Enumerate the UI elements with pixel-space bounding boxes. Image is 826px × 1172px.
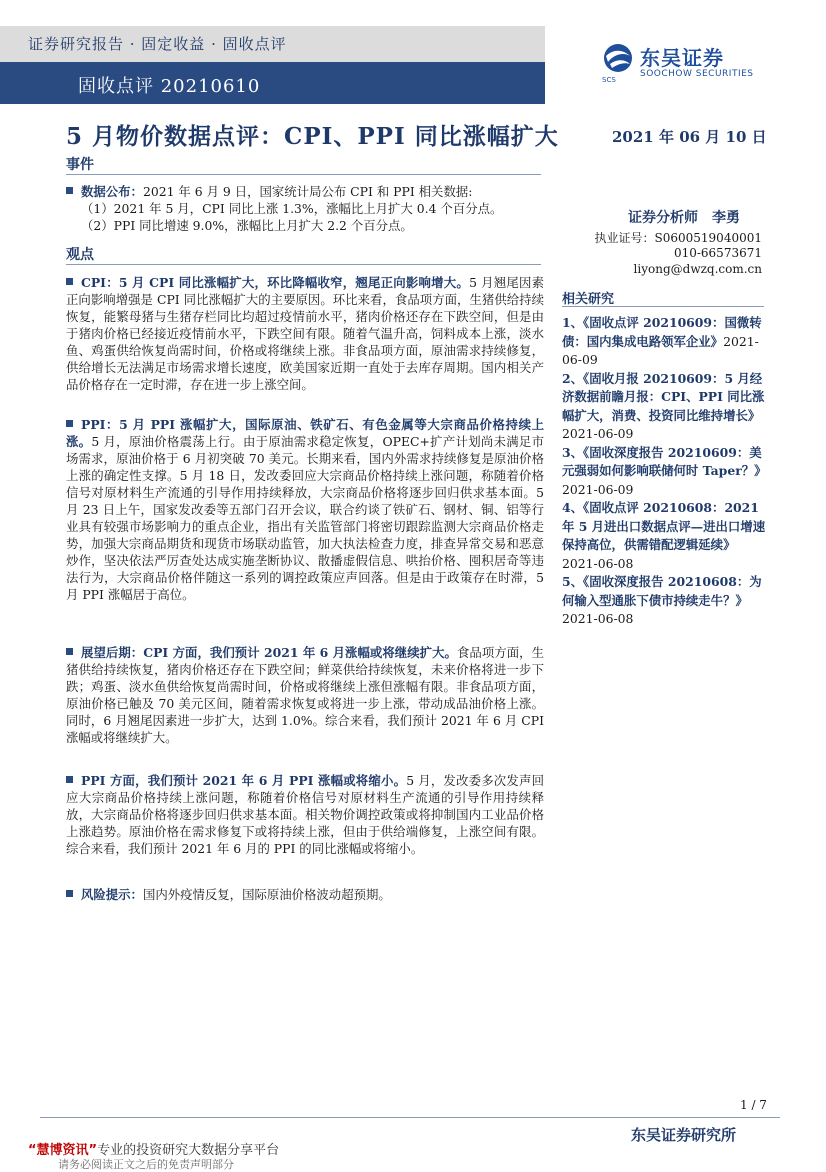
logo-mark-icon <box>600 42 636 78</box>
category-band <box>0 26 545 62</box>
related-item-date: 2021-06-09 <box>562 481 634 497</box>
event-bullet <box>66 183 544 234</box>
page-title: 5 月物价数据点评：CPI、PPI 同比涨幅扩大 <box>66 123 559 150</box>
ppi-text: 5 月，原油价格震荡上行。由于原油需求稳定恢复，OPEC+扩产计划尚未满足市场需求，原油价格于 6 月初突破 70 美元。长期来看，国内外需求持续修复是原油价格上涨的确定性支撑。5 月 18 日，发改委回应大宗商品价格持续上涨问题，称随着价格信号对原材料生产流通的引导作用持续释放，大宗商品价格将逐步回归供求基本面。5 月 23 日上午，国家发改委等五部门召开会议，联合约谈了铁矿石、钢材、铜、铝等行业具有较强市场影响力的重点企业，指出有关监管部门将密切跟踪监测大宗商品价格走势，加强大宗商品期货和现货市场联动监管，加大执法检查力度，排查异常交易和恶意炒作，坚决依法严厉查处达成实施垄断协议、散播虚假信息、哄抬价格、囤积居奇等违法行为，大宗商品价格伴随这一系列的调控政策应声回落。但是由于政策存在时滞，5 月 PPI 涨幅居于高位。 <box>66 434 545 602</box>
ppi-outlook-text: 5 月，发改委多次发声回应大宗商品价格持续上涨问题，称随着价格信号对原材料生产流通的引导作用持续释放，大宗商品价格将逐步回归供求基本面。相关物价调控政策或将抑制国内工业品价格上涨趋势。原油价格在需求修复下或将持续上涨，但由于供给端修复，上涨空间有限。综合来看，我们预计 2021 年 6 月的 PPI 的同比涨幅或将缩小。 <box>66 773 544 856</box>
event-lead: 数据公布： <box>81 184 143 199</box>
related-item[interactable] <box>562 444 766 500</box>
related-item[interactable] <box>562 314 766 370</box>
event-rule <box>66 174 541 175</box>
bullet-square-icon <box>66 187 73 194</box>
logo-sub: SCS <box>602 76 616 84</box>
report-id-band <box>0 62 545 104</box>
bullet-square-icon <box>66 648 73 655</box>
ppi-lead: PPI：5 月 PPI 涨幅扩大，国际原油、铁矿石、有色金属等大宗商品价格持续上涨。 <box>66 417 544 449</box>
event-text: 2021 年 6 月 9 日，国家统计局公布 CPI 和 PPI 相关数据: <box>142 184 473 199</box>
risk-text: 国内外疫情反复，国际原油价格波动超预期。 <box>142 887 391 902</box>
related-item-title: 4、《固收点评 20210608：2021 年 5 月进出口数据点评—进出口增速保持高位，供需错配逻辑延续》 <box>562 500 766 552</box>
bullet-square-icon <box>66 890 73 897</box>
bullet-square-icon <box>66 420 73 427</box>
related-list <box>562 314 766 629</box>
cpi-text: 5 月翘尾因素正向影响增强是 CPI 同比涨幅扩大的主要原因。环比来看，食品项方面，生猪供给持续恢复，能繁母猪与生猪存栏同比均超过疫情前水平，猪肉价格还存在下跌空间，但是由于猪肉价格已经接近疫情前水平，下跌空间有限。随着气温升高，饲料成本上涨，淡水鱼、鸡蛋供给恢复尚需时间，价格或将继续上涨。非食品项方面，原油需求持续修复，供给增长无法满足市场需求增长速度，欧美国家近期一直处于去库存周期。国内相关产品价格存在一定时滞，存在进一步上涨空间。 <box>66 275 545 392</box>
ppi-bullet <box>66 416 544 603</box>
report-id: 固收点评 20210610 <box>78 76 261 97</box>
watermark-brand: “慧博资讯” <box>28 1143 98 1158</box>
ppi-outlook-lead: PPI 方面，我们预计 2021 年 6 月 PPI 涨幅或将缩小。 <box>81 773 407 788</box>
cpi-lead: CPI：5 月 CPI 同比涨幅扩大，环比降幅收窄，翘尾正向影响增大。 <box>81 275 470 290</box>
event-line-2: （2）PPI 同比增速 9.0%，涨幅比上月扩大 2.2 个百分点。 <box>81 218 413 233</box>
bullet-square-icon <box>66 776 73 783</box>
report-date: 2021 年 06 月 10 日 <box>612 128 767 146</box>
related-item-title: 2、《固收月报 20210609：5 月经济数据前瞻月报：CPI、PPI 同比涨幅扩大，消费、投资同比维持增长》 <box>562 370 765 423</box>
related-rule <box>562 306 764 307</box>
related-item-date: 2021-06-09 <box>562 426 634 441</box>
analyst-email[interactable]: liyong@dwzq.com.cn <box>633 262 762 276</box>
outlook-text: 食品项方面，生猪供给持续恢复，猪肉价格还存在下跌空间；鲜菜供给持续恢复，未来价格将进一步下跌；鸡蛋、淡水鱼供给恢复尚需时间，价格或将继续上涨但涨幅有限。非食品项方面，原油价格已触及 70 美元区间，随着需求恢复或将进一步上涨，带动成品油价格上涨。同时，6 月翘尾因素进一步扩大，达到 1.0%。综合来看，我们预计 2021 年 6 月 CPI 涨幅或将继续扩大。 <box>66 645 544 745</box>
related-item-title: 1、《固收点评 20210609：国微转债：国内集成电路领军企业》 <box>562 315 762 349</box>
related-item[interactable] <box>562 370 766 444</box>
logo-english: SOOCHOW SECURITIES <box>640 69 754 79</box>
related-item-date: 2021-06-08 <box>562 555 634 571</box>
event-line-1: （1）2021 年 5 月，CPI 同比上涨 1.3%，涨幅比上月扩大 0.4 个百分点。 <box>81 201 503 216</box>
analyst-title: 证券分析师 李勇 <box>628 210 740 226</box>
outlook-bullet <box>66 644 544 746</box>
footer-brand: 东吴证券研究所 <box>631 1126 737 1144</box>
ppi-outlook-bullet <box>66 772 544 857</box>
views-rule <box>66 264 541 265</box>
page-number: 1 / 7 <box>740 1098 767 1112</box>
logo-chinese: 东吴证券 <box>640 46 724 70</box>
related-heading: 相关研究 <box>562 292 615 307</box>
analyst-phone: 010-66573671 <box>673 246 762 260</box>
risk-bullet <box>66 886 544 903</box>
related-item[interactable] <box>562 499 766 573</box>
disclaimer-notice: 请务必阅读正文之后的免责声明部分 <box>58 1158 234 1171</box>
related-item-date: 2021-06-08 <box>562 611 634 626</box>
outlook-lead: 展望后期： <box>81 645 144 660</box>
footer-rule <box>40 1117 780 1118</box>
watermark-text: 专业的投资研究大数据分享平台 <box>97 1143 280 1158</box>
outlook-lead-2: CPI 方面，我们预计 2021 年 6 月涨幅或将继续扩大。 <box>143 645 457 660</box>
report-category: 证券研究报告 · 固定收益 · 固收点评 <box>28 35 287 53</box>
company-logo <box>600 42 780 88</box>
related-item[interactable] <box>562 573 766 629</box>
cpi-bullet <box>66 274 544 393</box>
related-item-title: 3、《固收深度报告 20210609：美元强弱如何影响联储何时 Taper？》 <box>562 444 767 478</box>
views-heading: 观点 <box>66 247 94 263</box>
related-item-date: 2021-06-09 <box>562 333 759 367</box>
risk-lead: 风险提示： <box>81 887 143 902</box>
bullet-square-icon <box>66 278 73 285</box>
related-item-title: 5、《固收深度报告 20210608：为何输入型通胀下债市持续走牛？》 <box>562 574 762 608</box>
analyst-cert: 执业证号：S0600519040001 <box>594 231 762 245</box>
event-heading: 事件 <box>66 157 94 173</box>
